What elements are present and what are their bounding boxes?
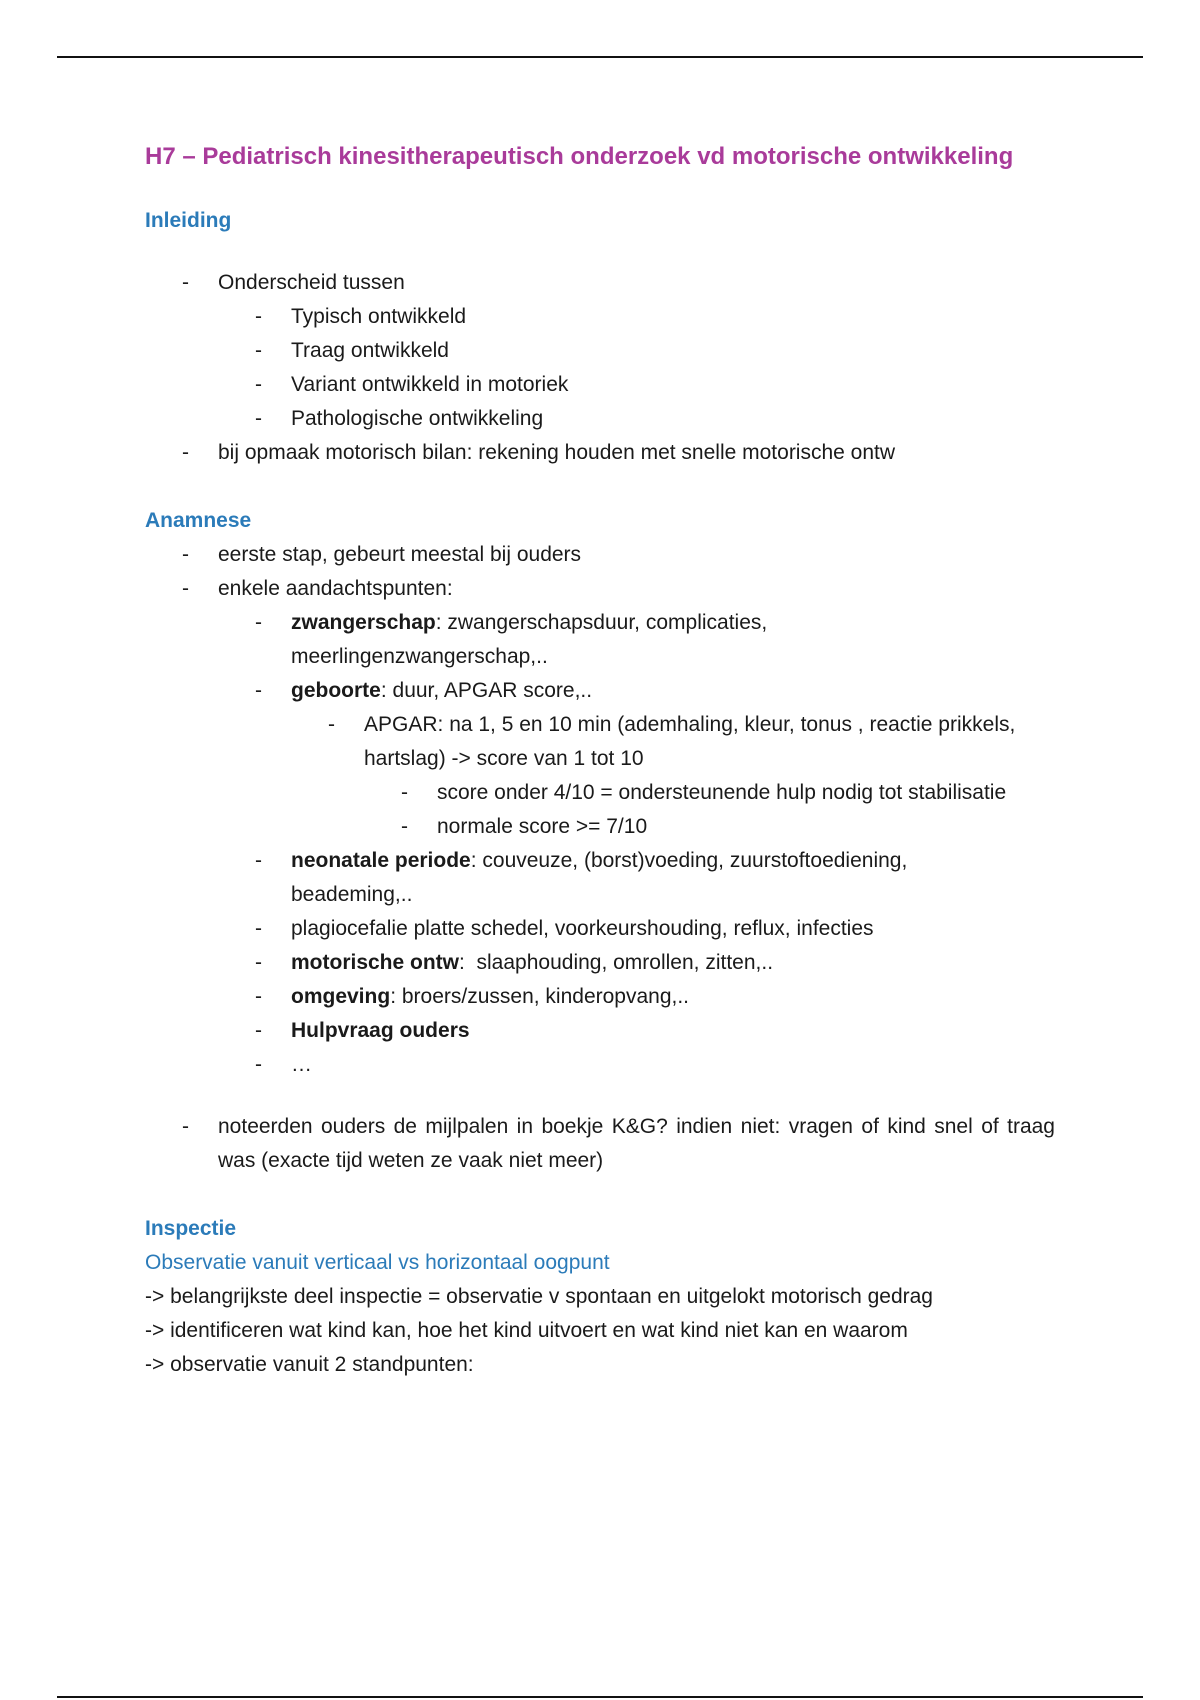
list-item: - noteerden ouders de mijlpalen in boekje K&G? indien niet: vragen of kind snel of traag was (exacte tijd weten ze vaak niet meer)	[145, 1110, 1055, 1178]
list-item: - neonatale periode: couveuze, (borst)voeding, zuurstoftoediening, beademing,..	[218, 844, 1055, 912]
heading-anamnese: Anamnese	[145, 509, 252, 532]
list-item: - normale score >= 7/10	[364, 810, 1055, 844]
list-item: - Traag ontwikkeld	[218, 334, 1055, 368]
header-rule	[57, 56, 1143, 58]
list-item: - score onder 4/10 = ondersteunende hulp nodig tot stabilisatie	[364, 776, 1055, 810]
heading-inleiding: Inleiding	[145, 209, 232, 232]
apgar-list	[291, 708, 1055, 844]
list-item: - Onderscheid tussen - Typisch ontwikkeld - Traag ontwikkeld - Variant ontwikkeld in motoriek - Pathologische ontwikkeling	[145, 266, 1055, 436]
list-item: - Pathologische ontwikkeling	[218, 402, 1055, 436]
list-item: - plagiocefalie platte schedel, voorkeurshouding, reflux, infecties	[218, 912, 1055, 946]
inspectie-line: -> identificeren wat kind kan, hoe het kind uitvoert en wat kind niet kan en waarom	[145, 1319, 908, 1342]
list-item: - zwangerschap: zwangerschapsduur, complicaties, meerlingenzwangerschap,..	[218, 606, 1055, 674]
list-item: - APGAR: na 1, 5 en 10 min (ademhaling, kleur, tonus , reactie prikkels, hartslag) -> score van 1 tot 10 - score onder 4/10 = ondersteunende hulp nodig tot stabilisatie - normale score >= 7/10	[291, 708, 1055, 844]
heading-inspectie: Inspectie	[145, 1217, 237, 1240]
list-item: - omgeving: broers/zussen, kinderopvang,..	[218, 980, 1055, 1014]
inspectie-line: -> belangrijkste deel inspectie = observatie v spontaan en uitgelokt motorisch gedrag	[145, 1285, 933, 1308]
apgar-sublist	[364, 776, 1055, 844]
list-item: - Typisch ontwikkeld	[218, 300, 1055, 334]
list-item: - Variant ontwikkeld in motoriek	[218, 368, 1055, 402]
page-title: H7 – Pediatrisch kinesitherapeutisch onderzoek vd motorische ontwikkeling	[145, 143, 1014, 170]
document-body	[145, 140, 1055, 1382]
list-item: - …	[218, 1048, 1055, 1082]
aandachtspunten-list	[218, 606, 1055, 1082]
inleiding-list	[145, 266, 1055, 470]
inspectie-line: -> observatie vanuit 2 standpunten:	[145, 1353, 474, 1376]
list-item: - enkele aandachtspunten: - zwangerschap: zwangerschapsduur, complicaties, meerlingenzwangerschap,.. - geboorte: duur, APGAR score,.. - APGAR: na 1, 5 en 10 min (ademhaling, kleur, tonus , reactie prikkels, hartslag) -> score van 1 tot 10 - score onder 4/10 = ondersteunende hulp nodig tot stabilisatie - normale score >= 7/10 - neonatale periode: couveuze, (borst)voeding, zuurstoftoediening, beademing,.. - plagiocefalie platte schedel, voorkeurshouding, reflux, infecties - motorische ontw: slaaphouding, omrollen, zitten,.. - omgeving: broers/zussen, kinderopvang,.. - Hulpvraag ouders - …	[145, 572, 1055, 1082]
footer-rule	[57, 1696, 1143, 1698]
inleiding-sublist	[218, 300, 1055, 436]
list-item: - geboorte: duur, APGAR score,.. - APGAR: na 1, 5 en 10 min (ademhaling, kleur, tonus , reactie prikkels, hartslag) -> score van 1 tot 10 - score onder 4/10 = ondersteunende hulp nodig tot stabilisatie - normale score >= 7/10	[218, 674, 1055, 844]
subheading-observatie: Observatie vanuit verticaal vs horizontaal oogpunt	[145, 1251, 610, 1274]
list-item: - eerste stap, gebeurt meestal bij ouders	[145, 538, 1055, 572]
anamnese-list-2	[145, 1110, 1055, 1178]
list-item: - Hulpvraag ouders	[218, 1014, 1055, 1048]
list-item: - motorische ontw: slaaphouding, omrollen, zitten,..	[218, 946, 1055, 980]
anamnese-list	[145, 538, 1055, 1082]
list-item: - bij opmaak motorisch bilan: rekening houden met snelle motorische ontw	[145, 436, 1055, 470]
